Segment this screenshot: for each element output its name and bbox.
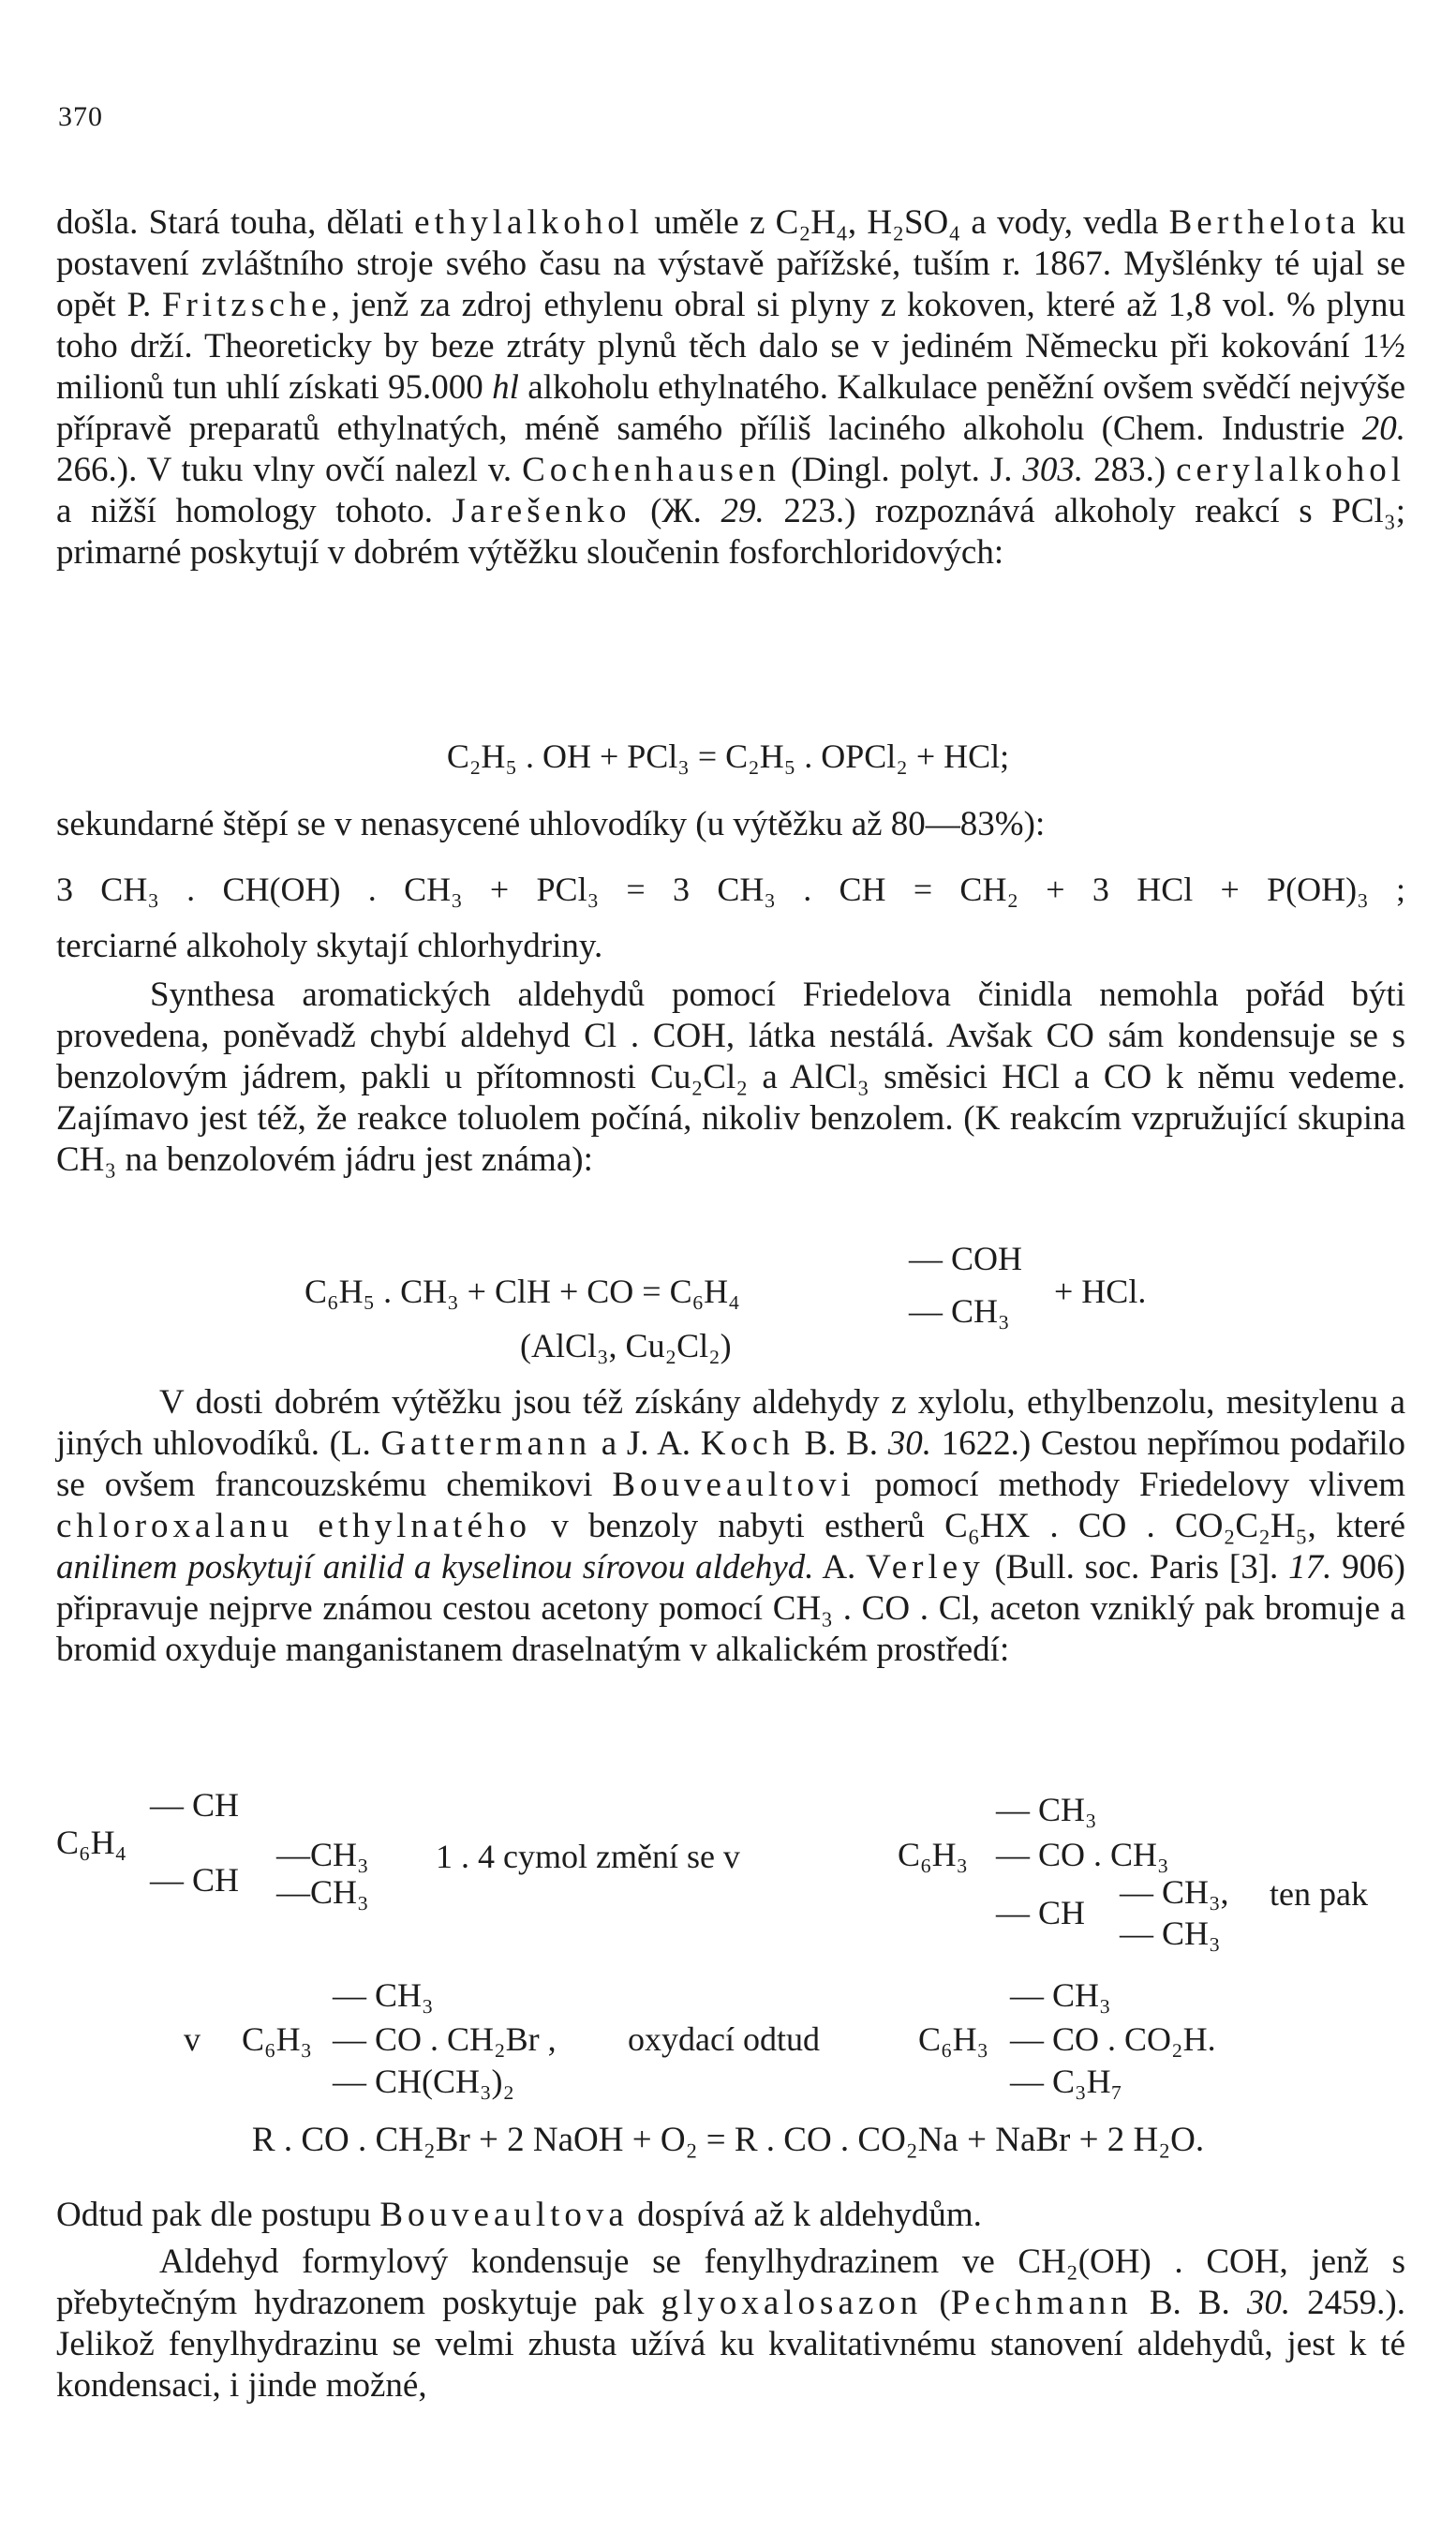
page-number: 370 [58, 101, 103, 132]
text-run: ku postavení zvláštního stroje svého času na výstavě pařížské, tuším r. 1867. Myšlénky té ujal se opět P. [56, 203, 1405, 324]
text-run: uměle z C₂H₄, H₂SO₄ a vody, vedla [644, 203, 1169, 242]
text-run: 2459.). Jelikož fenylhydrazinu se velmi zhusta užívá ku kvalitativnému stanovení aldehydů, jest k té kondensaci, i jinde možné, [56, 2284, 1405, 2405]
text-run: dospívá až k aldehydům. [628, 2196, 982, 2234]
text-run: ( [922, 2284, 951, 2322]
scheme2-r-bot: — C₃H₇ [1010, 2063, 1123, 2100]
scheme2-r-mid: — CO . CO₂H. [1010, 2020, 1216, 2058]
text-run: A. [813, 1548, 867, 1587]
scheme2-l-c6h3: C₆H₃ [242, 2020, 313, 2058]
paragraph-aldehydy [56, 1382, 1405, 1671]
italic-volume: 30. [1246, 2284, 1291, 2322]
text-run: Aldehyd formylový kondensuje se fenylhydrazinem ve CH₂(OH) . COH, jenž s přebytečným hydrazonem poskytuje pak [56, 2243, 1405, 2322]
spaced-name: Jarešenko [452, 492, 631, 530]
eq3-left: C₆H₅ . CH₃ + ClH + CO = C₆H₄ [305, 1273, 740, 1310]
scheme1-r-ch3b: — CH₃ [1120, 1915, 1221, 1952]
text-run: , jenž za zdroj ethylenu obral si plyny z kokoven, které až 1,8 vol. % plynu toho drží. Theoreticky by beze ztráty plynů těch dalo se v jediném Německu při kokování 1½ milionů tun uhlí získati 95.000 [56, 286, 1405, 407]
text-run: a J. A. [591, 1424, 701, 1463]
spaced-name: Bouveaultova [379, 2196, 629, 2234]
text-run: 266.). V tuku vlny ovčí nalezl v. [56, 451, 523, 489]
text-run: 223.) rozpoznává alkoholy reakcí s PCl₃; primarné poskytují v dobrém výtěžku sloučenin fosforchloridových: [56, 492, 1405, 572]
text-run: Synthesa aromatických aldehydů pomocí Friedelova činidla nemohla pořád býti provedena, poněvadž chybí aldehyd Cl . COH, látka nestálá. Avšak CO sám kondensuje se s benzolovým jádrem, pakli u přítomnosti Cu₂Cl₂ a AlCl₃ směsici HCl a CO k němu vedeme. Zajímavo jest též, že reakce toluolem počíná, nikoliv benzolem. (K reakcím vzpružující skupina CH₃ na benzolovém jádru jest známa): [56, 976, 1405, 1179]
paragraph-synthesa [56, 975, 1405, 1181]
text-run: V dosti dobrém výtěžku jsou též získány aldehydy z xylolu, ethylbenzolu, mesitylenu a jiných uhlovodíků. (L. [56, 1383, 1405, 1463]
scheme1-text: 1 . 4 cymol změní se v [436, 1838, 740, 1875]
spaced-name: Gattermann [380, 1424, 592, 1463]
scheme1-ch-top: — CH [150, 1786, 240, 1824]
eq3-right: + HCl. [1054, 1273, 1147, 1310]
odtud-line [56, 2195, 1405, 2236]
scheme2-r-c6h3: C₆H₃ [918, 2020, 989, 2058]
equation-oxidation: R . CO . CH₂Br + 2 NaOH + O₂ = R . CO . CO₂Na + NaBr + 2 H₂O. [251, 2121, 1205, 2159]
italic-volume: 30. [887, 1424, 931, 1463]
scheme2-l-bot: — CH(CH₃)₂ [333, 2063, 515, 2100]
scheme1-ch3-a: —CH₃ [276, 1836, 369, 1873]
paragraph-formyl [56, 2242, 1405, 2406]
equation-secondary-alcohol: 3 CH₃ . CH(OH) . CH₃ + PCl₃ = 3 CH₃ . CH = CH₂ + 3 HCl + P(OH)₃ ; [56, 871, 1405, 908]
scheme1-r-coch3: — CO . CH₃ [996, 1836, 1169, 1873]
spaced-name: Berthelota [1168, 203, 1360, 242]
text-run: 283.) [1083, 451, 1177, 489]
scheme1-c6h3: C₆H₃ [898, 1836, 969, 1873]
paragraph-ethylalkohol [56, 202, 1405, 574]
italic-phrase: anilinem poskytují anilid a kyselinou sírovou aldehyd. [56, 1548, 814, 1587]
terciarne-line: terciarné alkoholy skytají chlorhydriny. [56, 927, 603, 965]
eq3-bottom-substituent: — CH₃ [909, 1292, 1010, 1330]
text-run: 1622.) Cestou nepřímou podařilo se ovšem francouzskému chemikovi [56, 1424, 1406, 1504]
text-run: (Dingl. polyt. J. [780, 451, 1023, 489]
text-run: (Bull. soc. Paris [3]. [984, 1548, 1289, 1587]
equation-primary-alcohol: C₂H₅ . OH + PCl₃ = C₂H₅ . OPCl₂ + HCl; [446, 738, 1010, 775]
scheme1-ch-bottom: — CH [150, 1861, 240, 1899]
scheme2-l-top: — CH₃ [333, 1976, 434, 2014]
text-run: 906) připravuje nejprve známou cestou acetony pomocí CH₃ . CO . Cl, aceton vzniklý pak bromuje a bromid oxyduje manganistanem draselnatým v alkalickém prostředí: [56, 1548, 1405, 1669]
text-run: Odtud pak dle postupu [56, 2196, 380, 2234]
spaced-name: Verley [866, 1548, 985, 1587]
scheme2-text: oxydací odtud [628, 2020, 820, 2058]
italic-unit: hl [492, 368, 519, 407]
text-run: došla. Stará touha, dělati [56, 203, 415, 242]
italic-volume: 303. [1022, 451, 1084, 489]
text-run: (Ж. [631, 492, 721, 530]
text-run: a nižší homology tohoto. [56, 492, 453, 530]
text-run: alkoholu ethylnatého. Kalkulace peněžní ovšem svědčí nejvýše přípravě preparatů ethylnatých, méně samého příliš laciného alkoholu (Chem. Industrie [56, 368, 1405, 448]
spaced-term: glyoxalosazon [661, 2284, 923, 2322]
text-run: pomocí methody Friedelovy vlivem [854, 1466, 1405, 1504]
eq3-catalyst: (AlCl₃, Cu₂Cl₂) [520, 1327, 732, 1364]
scheme2-v: v [184, 2020, 201, 2058]
scheme1-r-ch: — CH [996, 1894, 1086, 1931]
italic-volume: 29. [721, 492, 765, 530]
sekundarne-line: sekundarné štěpí se v nenasycené uhlovodíky (u výtěžku až 80—83%): [56, 805, 1046, 843]
italic-volume: 17. [1288, 1548, 1332, 1587]
spaced-name: Koch [700, 1424, 795, 1463]
eq3-top-substituent: — COH [909, 1240, 1023, 1277]
scheme1-c6h4: C₆H₄ [56, 1824, 127, 1861]
italic-volume: 20. [1361, 410, 1405, 448]
text-run: v benzoly nabyti estherů C₆HX . CO . CO₂C₂H₅, které [531, 1507, 1405, 1545]
spaced-name: Fritzsche [161, 286, 332, 324]
spaced-term: chloroxalanu ethylnatého [56, 1507, 531, 1545]
scheme1-ten-pak: ten pak [1270, 1875, 1368, 1913]
spaced-name: Bouveaultovi [612, 1466, 855, 1504]
spaced-term: cerylalkohol [1176, 451, 1406, 489]
text-run: B. B. [794, 1424, 888, 1463]
spaced-term: ethylalkohol [414, 203, 645, 242]
scheme2-l-mid: — CO . CH₂Br , [333, 2020, 557, 2058]
text-run: B. B. [1132, 2284, 1247, 2322]
scheme2-r-top: — CH₃ [1010, 1976, 1111, 2014]
spaced-name: Pechmann [950, 2284, 1133, 2322]
scheme1-r-ch3: — CH₃ [996, 1791, 1097, 1828]
spaced-name: Cochenhausen [522, 451, 780, 489]
scheme1-r-ch3a: — CH₃, [1120, 1873, 1229, 1911]
scheme1-ch3-b: —CH₃ [276, 1873, 369, 1911]
